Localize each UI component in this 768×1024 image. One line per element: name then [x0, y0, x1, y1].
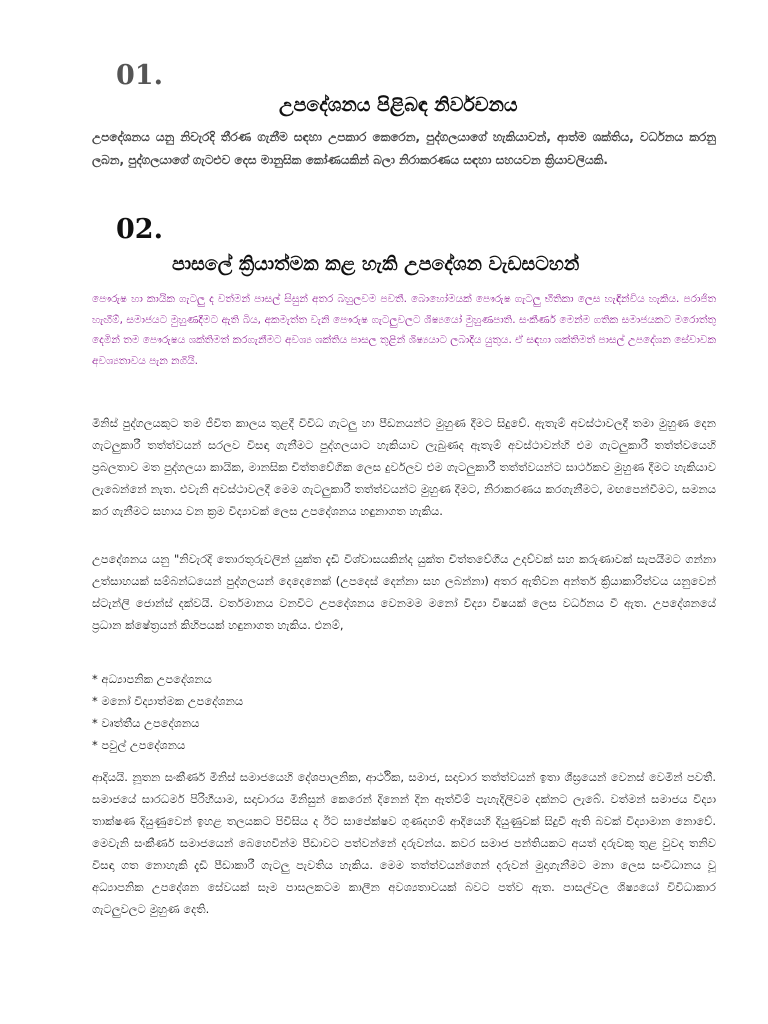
- list-item: * පවුල් උපදේශනය: [92, 738, 186, 752]
- body-paragraph: මිනිස් පුද්ගලයකුට තම ජීවිත කාලය තුළදී විවිධ ගැටලු හා පීඩනයන්ට මුහුණ දීමට සිදුවේ. ඇතැම් අවස්ථාවලදී තමා මුහුණ දෙන ගැටලුකාරී තත්ත්වයන් සරලව විසඳා ගැනීමට පුද්ගලයාට හැකියාව ලැබුණද ඇතැම් අවස්ථාවන්හි එම ගැටලුකාරී තත්ත්වයෙහි ප්‍රබලතාව මත පුද්ගලයා කායික, මානසික චිත්තවේගික ලෙස දුර්වලව එම ගැටලුකාරී තත්ත්වයන්ට සාර්ථකව මුහුණ දීමට හැකියාව ලැබෙන්නේ නැත. එවැනි අවස්ථාවලදී මෙම ගැටලුකාරී තත්ත්වයන්ට මුහුණ දීමට, නිරාකරණය කරගැනීමට, මඟපෙන්වීමට, සමනය කර ගැනීමට සහාය වන ක්‍රම විද්‍යාවක් ලෙස උපදේශනය හඳුනාගත හැකිය.: [92, 416, 716, 518]
- list-item: * වෘත්තීය උපදේශනය: [92, 716, 200, 730]
- highlighted-paragraph: පෞරුෂ හා කායික ගැටලු ද වත්මන් පාසල් සිසුන් අතර බහුලවම පවතී. බොහෝමයක් පෞරුෂ ගැටලු භීතිකා ලෙස හැඳින්විය හැකිය. පරාජිත හැඟීම්, සමාජයට මුහුණදීමට ඇති බිය, අකමැත්ත වැනි පෞරුෂ ගැටලුවලට ශිෂ්‍යයෝ මුහුණපාති. සංකීර්ණ මෙන්ම ගතික සමාජයකට මරොත්තු දෙමින් තම පෞරුෂය ශක්තිමත් කරගැනීමට අවශ්‍ය ශක්තිය පාසල තුළින් ශිෂ්‍යයාට ලබාදිය යුතුය. ඒ සඳහා ශක්තිමත් පාසල් උපදේශන සේවාවක අවශ්‍යතාවය පැන නගියි.: [92, 293, 716, 367]
- list-item: * අධ්‍යාපනික උපදේශනය: [92, 672, 212, 686]
- section-number: 01.: [116, 60, 163, 91]
- section-title: උපදේශනය පිළිබඳ නිර්වචනය: [279, 94, 518, 116]
- counseling-types-list: [92, 668, 243, 756]
- body-paragraph: උපදේශනය යනු "නිවැරදි තොරතුරුවලින් යුක්ත දැඩි විශ්වාසයකින්ද යුක්ත චිත්තවේගීය උදව්වක් සහ කරුණාවක් සැපයීමට ගන්නා උත්සාහයක් සම්බන්ධයෙන් පුද්ගලයන් දෙදෙනෙක් (උපදෙස් දෙන්නා සහ ලබන්නා) අතර ඇතිවන අන්තර් ක්‍රියාකාරිත්වය යනුවෙන් ස්ටැන්ලි ජොන්ස් දක්වයි. වර්තමානය වනවිට උපදේශනය වෙනමම මනෝ විද්‍යා විෂයක් ලෙස වර්ධනය වී ඇත. උපදේශනයේ ප්‍රධාන ක්ෂේත්‍රයන් කිහිපයක් හඳුනාගත හැකිය. එනම්,: [92, 552, 716, 632]
- section-number: 02.: [116, 214, 163, 245]
- definition-paragraph: උපදේශනය යනු නිවැරදි තීරණ ගැනීම සඳහා උපකාර කෙරෙන, පුද්ගලයාගේ හැකියාවන්, ආත්ම ශක්තිය, වර්ධනය කරනු ලබන, පුද්ගලයාගේ ගැටළුව දෙස මානුසික කෝණයකින් බලා නිරාකරණය සඳහා සහයවන ක්‍රියාවලියකි.: [92, 130, 716, 167]
- section-title: පාසලේ ක්‍රියාත්මක කළ හැකි උපදේශන වැඩසටහන්: [172, 253, 580, 275]
- list-item: * මනෝ විද්‍යාත්මක උපදේශනය: [92, 694, 244, 708]
- body-paragraph: ආදියයි. නූතන සංකීර්ණ මිනිස් සමාජයෙහි දේශපාලනික, ආර්ථික, සමාජ, සදාචාර තත්ත්වයන් ඉතා ශීඝ්‍රයෙන් වෙනස් වෙමින් පවතී. සමාජයේ සාරධර්ම පිරිහීයාම, සදාචාරය මිනිසුන් කෙරෙන් දිනෙන් දින ඈත්වීම් පැහැදිලිවම දක්නට ලැබේ. වත්මන් සමාජය විද්‍යා තාක්ෂණ දියුණුවෙන් ඉහළ තලයකට පිවිසිය ද ඊට සාපේක්ෂව ගුණදහම් ආදියෙහි දියුණුවක් සිදුවී ඇති බවක් විද්‍යාමාන නොවේ. මෙවැනි සංකීර්ණ සමාජයෙන් බෙහෙවින්ම පීඩාවට පත්වන්නේ දරුවන්ය. කවර සමාජ පන්තියකට අයත් දරුවකු තුළ වුවද තනිව විසඳා ගත නොහැකි දැඩි පීඩාකාරී ගැටලු පැවතිය හැකිය. මෙම තත්ත්වයන්ගෙන් දරුවන් මුදාගැනීමට මනා ලෙස සංවිධානය වූ අධ්‍යාපනික උපදේශන සේවයක් සෑම පාසලකටම කාලීන අවශ්‍යතාවයක් බවට පත්ව ඇත. පාසල්වල ශිෂ්‍යයෝ විවිධාකාර ගැටලුවලට මුහුණ දෙති.: [92, 770, 716, 916]
